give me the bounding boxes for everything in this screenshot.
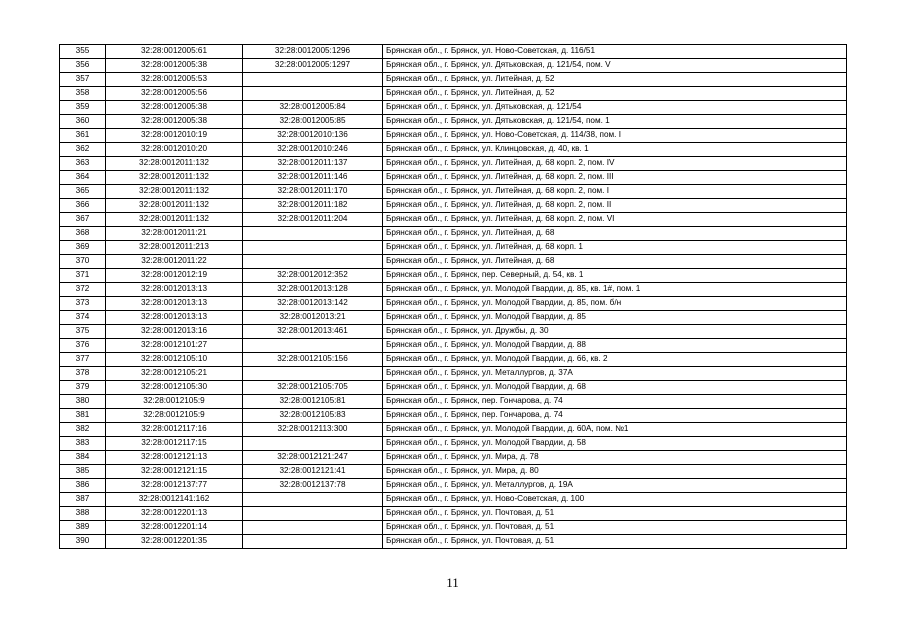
row-number-cell: 381 <box>60 409 106 423</box>
address-cell: Брянская обл., г. Брянск, ул. Литейная, д. 68 корп. 1 <box>383 241 847 255</box>
address-cell: Брянская обл., г. Брянск, ул. Молодой Гвардии, д. 88 <box>383 339 847 353</box>
address-cell: Брянская обл., г. Брянск, ул. Металлургов, д. 19А <box>383 479 847 493</box>
row-number-cell: 388 <box>60 507 106 521</box>
row-number-cell: 360 <box>60 115 106 129</box>
object-cadastral-number-cell: 32:28:0012005:1297 <box>243 59 383 73</box>
object-cadastral-number-cell: 32:28:0012113:300 <box>243 423 383 437</box>
address-cell: Брянская обл., г. Брянск, пер. Гончарова, д. 74 <box>383 395 847 409</box>
row-number-cell: 387 <box>60 493 106 507</box>
table-row <box>60 255 847 269</box>
row-number-cell: 366 <box>60 199 106 213</box>
address-cell: Брянская обл., г. Брянск, пер. Гончарова, д. 74 <box>383 409 847 423</box>
cadastral-number-cell: 32:28:0012011:132 <box>106 213 243 227</box>
table-row <box>60 45 847 59</box>
cadastral-number-cell: 32:28:0012011:22 <box>106 255 243 269</box>
object-cadastral-number-cell: 32:28:0012121:41 <box>243 465 383 479</box>
address-cell: Брянская обл., г. Брянск, ул. Молодой Гвардии, д. 66, кв. 2 <box>383 353 847 367</box>
address-cell: Брянская обл., г. Брянск, ул. Мира, д. 78 <box>383 451 847 465</box>
table-row <box>60 507 847 521</box>
address-cell: Брянская обл., г. Брянск, ул. Литейная, д. 68 корп. 2, пом. IV <box>383 157 847 171</box>
address-cell: Брянская обл., г. Брянск, ул. Дружбы, д. 30 <box>383 325 847 339</box>
cadastral-number-cell: 32:28:0012121:13 <box>106 451 243 465</box>
object-cadastral-number-cell <box>243 521 383 535</box>
cadastral-number-cell: 32:28:0012121:15 <box>106 465 243 479</box>
cadastral-number-cell: 32:28:0012105:9 <box>106 395 243 409</box>
row-number-cell: 368 <box>60 227 106 241</box>
cadastral-number-cell: 32:28:0012011:132 <box>106 199 243 213</box>
table-row <box>60 409 847 423</box>
row-number-cell: 384 <box>60 451 106 465</box>
cadastral-number-cell: 32:28:0012013:13 <box>106 283 243 297</box>
table-row <box>60 73 847 87</box>
address-cell: Брянская обл., г. Брянск, ул. Дятьковская, д. 121/54, пом. V <box>383 59 847 73</box>
cadastral-number-cell: 32:28:0012105:9 <box>106 409 243 423</box>
row-number-cell: 362 <box>60 143 106 157</box>
object-cadastral-number-cell <box>243 535 383 549</box>
address-cell: Брянская обл., г. Брянск, ул. Почтовая, д. 51 <box>383 507 847 521</box>
cadastral-number-cell: 32:28:0012141:162 <box>106 493 243 507</box>
row-number-cell: 361 <box>60 129 106 143</box>
address-cell: Брянская обл., г. Брянск, ул. Мира, д. 80 <box>383 465 847 479</box>
address-cell: Брянская обл., г. Брянск, ул. Дятьковская, д. 121/54 <box>383 101 847 115</box>
table-row <box>60 185 847 199</box>
row-number-cell: 367 <box>60 213 106 227</box>
cadastral-number-cell: 32:28:0012011:132 <box>106 171 243 185</box>
table-row <box>60 423 847 437</box>
object-cadastral-number-cell: 32:28:0012011:204 <box>243 213 383 227</box>
address-cell: Брянская обл., г. Брянск, ул. Литейная, д. 68 <box>383 255 847 269</box>
table-row <box>60 199 847 213</box>
cadastral-number-cell: 32:28:0012105:10 <box>106 353 243 367</box>
cadastral-number-cell: 32:28:0012005:38 <box>106 115 243 129</box>
address-cell: Брянская обл., г. Брянск, ул. Молодой Гвардии, д. 85, пом. б/н <box>383 297 847 311</box>
object-cadastral-number-cell: 32:28:0012105:156 <box>243 353 383 367</box>
row-number-cell: 383 <box>60 437 106 451</box>
row-number-cell: 363 <box>60 157 106 171</box>
table-row <box>60 465 847 479</box>
table-row <box>60 297 847 311</box>
cadastral-number-cell: 32:28:0012117:16 <box>106 423 243 437</box>
object-cadastral-number-cell: 32:28:0012105:83 <box>243 409 383 423</box>
cadastral-number-cell: 32:28:0012011:213 <box>106 241 243 255</box>
table-row <box>60 87 847 101</box>
row-number-cell: 379 <box>60 381 106 395</box>
cadastral-number-cell: 32:28:0012005:38 <box>106 101 243 115</box>
object-cadastral-number-cell: 32:28:0012013:21 <box>243 311 383 325</box>
row-number-cell: 382 <box>60 423 106 437</box>
object-cadastral-number-cell: 32:28:0012010:246 <box>243 143 383 157</box>
address-cell: Брянская обл., г. Брянск, ул. Литейная, д. 68 <box>383 227 847 241</box>
object-cadastral-number-cell: 32:28:0012005:85 <box>243 115 383 129</box>
object-cadastral-number-cell <box>243 437 383 451</box>
table-row <box>60 59 847 73</box>
address-cell: Брянская обл., г. Брянск, ул. Металлургов, д. 37А <box>383 367 847 381</box>
table-row <box>60 129 847 143</box>
address-cell: Брянская обл., г. Брянск, ул. Клинцовская, д. 40, кв. 1 <box>383 143 847 157</box>
cadastral-number-cell: 32:28:0012105:21 <box>106 367 243 381</box>
table-row <box>60 367 847 381</box>
address-cell: Брянская обл., г. Брянск, ул. Ново-Советская, д. 116/51 <box>383 45 847 59</box>
row-number-cell: 378 <box>60 367 106 381</box>
row-number-cell: 375 <box>60 325 106 339</box>
object-cadastral-number-cell: 32:28:0012121:247 <box>243 451 383 465</box>
object-cadastral-number-cell: 32:28:0012105:81 <box>243 395 383 409</box>
address-cell: Брянская обл., г. Брянск, ул. Молодой Гвардии, д. 68 <box>383 381 847 395</box>
cadastral-number-cell: 32:28:0012013:13 <box>106 311 243 325</box>
object-cadastral-number-cell <box>243 227 383 241</box>
cadastral-number-cell: 32:28:0012101:27 <box>106 339 243 353</box>
table-row <box>60 353 847 367</box>
cadastral-number-cell: 32:28:0012005:38 <box>106 59 243 73</box>
row-number-cell: 370 <box>60 255 106 269</box>
cadastral-number-cell: 32:28:0012117:15 <box>106 437 243 451</box>
table-row <box>60 395 847 409</box>
table-row <box>60 269 847 283</box>
object-cadastral-number-cell <box>243 241 383 255</box>
object-cadastral-number-cell <box>243 255 383 269</box>
page-number: 11 <box>446 575 459 590</box>
object-cadastral-number-cell: 32:28:0012105:705 <box>243 381 383 395</box>
object-cadastral-number-cell: 32:28:0012011:170 <box>243 185 383 199</box>
row-number-cell: 357 <box>60 73 106 87</box>
object-cadastral-number-cell: 32:28:0012012:352 <box>243 269 383 283</box>
object-cadastral-number-cell: 32:28:0012013:461 <box>243 325 383 339</box>
table-body <box>60 45 847 549</box>
row-number-cell: 380 <box>60 395 106 409</box>
table-row <box>60 115 847 129</box>
table-row <box>60 283 847 297</box>
address-cell: Брянская обл., г. Брянск, ул. Молодой Гвардии, д. 60А, пом. №1 <box>383 423 847 437</box>
row-number-cell: 374 <box>60 311 106 325</box>
object-cadastral-number-cell <box>243 87 383 101</box>
row-number-cell: 389 <box>60 521 106 535</box>
table-row <box>60 479 847 493</box>
row-number-cell: 356 <box>60 59 106 73</box>
table-row <box>60 493 847 507</box>
cadastral-number-cell: 32:28:0012201:14 <box>106 521 243 535</box>
address-cell: Брянская обл., г. Брянск, ул. Ново-Советская, д. 100 <box>383 493 847 507</box>
table-row <box>60 325 847 339</box>
cadastral-number-cell: 32:28:0012012:19 <box>106 269 243 283</box>
address-cell: Брянская обл., г. Брянск, ул. Литейная, д. 68 корп. 2, пом. III <box>383 171 847 185</box>
cadastral-number-cell: 32:28:0012013:16 <box>106 325 243 339</box>
row-number-cell: 372 <box>60 283 106 297</box>
row-number-cell: 373 <box>60 297 106 311</box>
table-row <box>60 101 847 115</box>
table-row <box>60 311 847 325</box>
object-cadastral-number-cell: 32:28:0012010:136 <box>243 129 383 143</box>
address-cell: Брянская обл., г. Брянск, ул. Почтовая, д. 51 <box>383 535 847 549</box>
row-number-cell: 386 <box>60 479 106 493</box>
table-row <box>60 213 847 227</box>
table-row <box>60 521 847 535</box>
address-cell: Брянская обл., г. Брянск, ул. Ново-Советская, д. 114/38, пом. I <box>383 129 847 143</box>
row-number-cell: 390 <box>60 535 106 549</box>
address-cell: Брянская обл., г. Брянск, ул. Почтовая, д. 51 <box>383 521 847 535</box>
row-number-cell: 376 <box>60 339 106 353</box>
address-cell: Брянская обл., г. Брянск, ул. Дятьковская, д. 121/54, пом. 1 <box>383 115 847 129</box>
address-cell: Брянская обл., г. Брянск, ул. Молодой Гвардии, д. 58 <box>383 437 847 451</box>
cadastral-number-cell: 32:28:0012010:20 <box>106 143 243 157</box>
address-cell: Брянская обл., г. Брянск, ул. Литейная, д. 68 корп. 2, пом. II <box>383 199 847 213</box>
cadastral-number-cell: 32:28:0012011:132 <box>106 157 243 171</box>
table-row <box>60 339 847 353</box>
land-plots-table <box>59 44 847 549</box>
address-cell: Брянская обл., г. Брянск, ул. Литейная, д. 68 корп. 2, пом. I <box>383 185 847 199</box>
object-cadastral-number-cell <box>243 339 383 353</box>
table-row <box>60 143 847 157</box>
object-cadastral-number-cell: 32:28:0012005:84 <box>243 101 383 115</box>
object-cadastral-number-cell <box>243 493 383 507</box>
row-number-cell: 369 <box>60 241 106 255</box>
cadastral-number-cell: 32:28:0012013:13 <box>106 297 243 311</box>
address-cell: Брянская обл., г. Брянск, пер. Северный, д. 54, кв. 1 <box>383 269 847 283</box>
row-number-cell: 355 <box>60 45 106 59</box>
object-cadastral-number-cell <box>243 367 383 381</box>
cadastral-number-cell: 32:28:0012005:61 <box>106 45 243 59</box>
cadastral-number-cell: 32:28:0012010:19 <box>106 129 243 143</box>
cadastral-number-cell: 32:28:0012201:13 <box>106 507 243 521</box>
cadastral-number-cell: 32:28:0012005:53 <box>106 73 243 87</box>
table-row <box>60 241 847 255</box>
cadastral-number-cell: 32:28:0012137:77 <box>106 479 243 493</box>
address-cell: Брянская обл., г. Брянск, ул. Молодой Гвардии, д. 85 <box>383 311 847 325</box>
table-row <box>60 535 847 549</box>
cadastral-number-cell: 32:28:0012011:21 <box>106 227 243 241</box>
table-row <box>60 451 847 465</box>
object-cadastral-number-cell: 32:28:0012013:142 <box>243 297 383 311</box>
cadastral-number-cell: 32:28:0012011:132 <box>106 185 243 199</box>
address-cell: Брянская обл., г. Брянск, ул. Молодой Гвардии, д. 85, кв. 1#, пом. 1 <box>383 283 847 297</box>
row-number-cell: 377 <box>60 353 106 367</box>
table-row <box>60 227 847 241</box>
object-cadastral-number-cell <box>243 507 383 521</box>
address-cell: Брянская обл., г. Брянск, ул. Литейная, д. 52 <box>383 87 847 101</box>
table-row <box>60 381 847 395</box>
row-number-cell: 364 <box>60 171 106 185</box>
object-cadastral-number-cell: 32:28:0012013:128 <box>243 283 383 297</box>
row-number-cell: 358 <box>60 87 106 101</box>
row-number-cell: 365 <box>60 185 106 199</box>
object-cadastral-number-cell <box>243 73 383 87</box>
object-cadastral-number-cell: 32:28:0012005:1296 <box>243 45 383 59</box>
cadastral-number-cell: 32:28:0012005:56 <box>106 87 243 101</box>
address-cell: Брянская обл., г. Брянск, ул. Литейная, д. 52 <box>383 73 847 87</box>
cadastral-number-cell: 32:28:0012201:35 <box>106 535 243 549</box>
row-number-cell: 371 <box>60 269 106 283</box>
object-cadastral-number-cell: 32:28:0012011:182 <box>243 199 383 213</box>
row-number-cell: 359 <box>60 101 106 115</box>
cadastral-number-cell: 32:28:0012105:30 <box>106 381 243 395</box>
address-cell: Брянская обл., г. Брянск, ул. Литейная, д. 68 корп. 2, пом. VI <box>383 213 847 227</box>
row-number-cell: 385 <box>60 465 106 479</box>
table-row <box>60 437 847 451</box>
object-cadastral-number-cell: 32:28:0012011:146 <box>243 171 383 185</box>
object-cadastral-number-cell: 32:28:0012011:137 <box>243 157 383 171</box>
table-row <box>60 157 847 171</box>
object-cadastral-number-cell: 32:28:0012137:78 <box>243 479 383 493</box>
table-row <box>60 171 847 185</box>
